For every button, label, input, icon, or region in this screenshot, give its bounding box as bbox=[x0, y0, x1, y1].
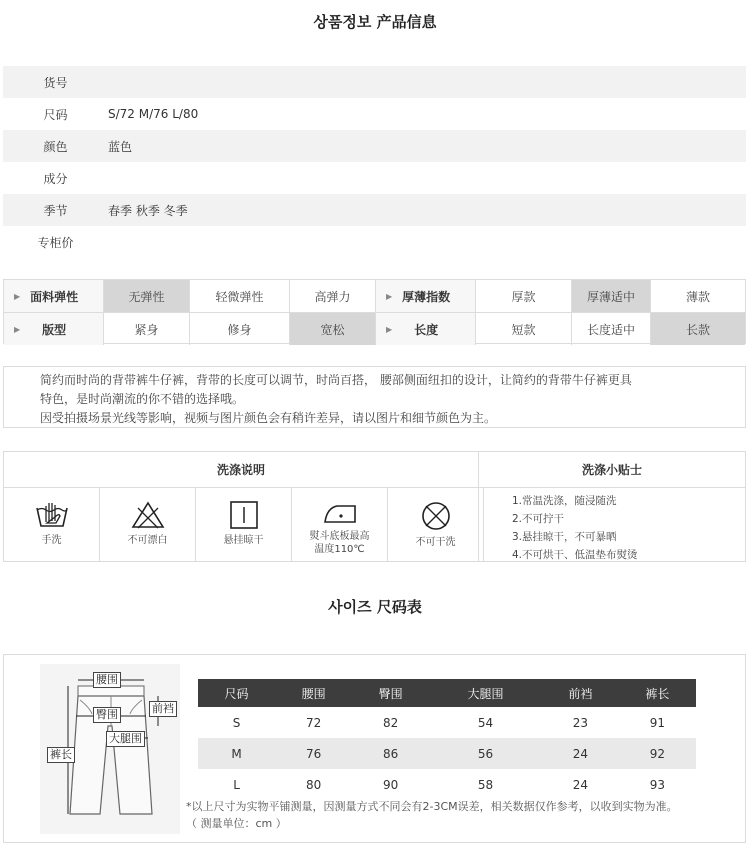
table-cell: 80 bbox=[305, 777, 322, 792]
attr-option bbox=[104, 280, 190, 312]
info-row-price bbox=[3, 226, 746, 258]
wash-instructions-title: 洗涤说明 bbox=[216, 463, 265, 477]
description-line: 简约而时尚的背带裤牛仔裤，背带的长度可以调节，时尚百搭， 腰部侧面纽扣的设计，让简约的背带牛仔裤更具 bbox=[40, 373, 632, 387]
wash-item-no-bleach bbox=[100, 488, 196, 561]
info-row-season bbox=[3, 194, 746, 226]
hand-wash-icon bbox=[34, 500, 70, 530]
table-cell: 86 bbox=[352, 738, 429, 769]
attr-option-label: 厚薄适中 bbox=[586, 289, 635, 304]
table-cell: 82 bbox=[383, 715, 399, 730]
attr-option bbox=[572, 313, 651, 345]
wash-label: 手洗 bbox=[41, 535, 62, 546]
attr-option-label: 紧身 bbox=[134, 322, 159, 337]
table-cell: M bbox=[198, 738, 275, 769]
table-row bbox=[198, 738, 696, 769]
info-row-item-no bbox=[3, 66, 746, 98]
triangle-right-icon: ▶ bbox=[14, 324, 21, 334]
table-cell: 24 bbox=[572, 777, 588, 792]
hang-dry-icon bbox=[229, 500, 259, 530]
info-label: 尺码 bbox=[43, 107, 68, 122]
attr-head-elasticity bbox=[4, 280, 104, 312]
diagram-label-rise: 前裆 bbox=[149, 701, 177, 717]
table-cell: 54 bbox=[477, 715, 494, 730]
attr-option-label: 薄款 bbox=[685, 289, 710, 304]
table-cell: 56 bbox=[429, 738, 542, 769]
note-line: （ 测量单位：cm ） bbox=[186, 817, 287, 830]
table-row bbox=[198, 707, 696, 738]
attr-option bbox=[290, 313, 376, 345]
wash-item-hand-wash bbox=[4, 488, 100, 561]
table-cell: S bbox=[232, 715, 241, 730]
wash-item-hang-dry bbox=[196, 488, 292, 561]
wash-tip: 4.不可烘干、低温垫布熨烫 bbox=[512, 549, 638, 561]
wash-tip: 2.不可拧干 bbox=[512, 513, 565, 525]
attr-option bbox=[190, 280, 290, 312]
attr-head-fit bbox=[4, 313, 104, 345]
diagram-label-hip: 臀围 bbox=[93, 707, 121, 723]
wash-tips bbox=[512, 492, 638, 564]
note-line: *以上尺寸为实物平铺测量，因测量方式不同会有2-3CM误差，相关数据仅作参考，以收到实物为准。 bbox=[186, 800, 678, 813]
info-row-color bbox=[3, 130, 746, 162]
product-description bbox=[3, 366, 746, 428]
wash-tip: 3.悬挂晾干，不可暴晒 bbox=[512, 531, 617, 543]
table-cell: 90 bbox=[383, 777, 399, 792]
table-cell: 72 bbox=[305, 715, 322, 730]
wash-tips-title: 洗涤小贴士 bbox=[581, 463, 642, 477]
wash-label: 不可漂白 bbox=[127, 535, 168, 546]
attr-option bbox=[476, 313, 572, 345]
table-cell: 76 bbox=[275, 738, 352, 769]
size-chart-title: 사이즈 尺码表 bbox=[328, 598, 422, 616]
size-table bbox=[198, 679, 696, 800]
measurement-note bbox=[186, 798, 678, 832]
attr-head-thickness bbox=[376, 280, 476, 312]
triangle-right-icon: ▶ bbox=[14, 291, 21, 301]
no-bleach-icon bbox=[131, 500, 165, 530]
size-table-header-cell: 裤长 bbox=[619, 679, 696, 707]
wash-item-iron bbox=[292, 488, 388, 561]
attr-option-label: 宽松 bbox=[320, 322, 345, 337]
attr-option-label: 无弹性 bbox=[128, 289, 165, 304]
wash-label: 熨斗底板最高 bbox=[309, 531, 370, 542]
wash-label: 不可干洗 bbox=[415, 537, 456, 548]
attr-head-length bbox=[376, 313, 476, 345]
attribute-grid bbox=[3, 279, 746, 344]
info-label: 专柜价 bbox=[37, 235, 74, 250]
table-cell: L bbox=[233, 777, 240, 792]
attr-option bbox=[290, 280, 376, 312]
wash-label: 温度110℃ bbox=[314, 544, 365, 555]
diagram-label-length: 裤长 bbox=[47, 747, 75, 763]
info-label: 成分 bbox=[43, 171, 68, 186]
table-cell: 23 bbox=[572, 715, 588, 730]
info-row-material bbox=[3, 162, 746, 194]
table-cell: 93 bbox=[649, 777, 666, 792]
info-value: 春季 秋季 冬季 bbox=[108, 203, 188, 218]
attr-option bbox=[190, 313, 290, 345]
triangle-right-icon: ▶ bbox=[386, 324, 393, 334]
wash-label: 悬挂晾干 bbox=[223, 535, 264, 546]
attr-head-label: 长度 bbox=[414, 322, 439, 337]
attr-option bbox=[104, 313, 190, 345]
product-info-table bbox=[3, 66, 746, 258]
attr-option-label: 厚款 bbox=[511, 289, 536, 304]
table-cell: 92 bbox=[619, 738, 696, 769]
attr-option-label: 高弹力 bbox=[314, 289, 351, 304]
info-value: S/72 M/76 L/80 bbox=[108, 107, 199, 121]
triangle-right-icon: ▶ bbox=[386, 291, 393, 301]
attr-option bbox=[651, 280, 745, 312]
info-label: 颜色 bbox=[43, 139, 68, 154]
attr-option-label: 修身 bbox=[227, 322, 252, 337]
size-table-header-cell: 前裆 bbox=[542, 679, 619, 707]
attr-head-label: 厚薄指数 bbox=[402, 289, 451, 304]
attr-option bbox=[572, 280, 651, 312]
description-line: 因受拍摄场景光线等影响，视频与图片颜色会有稍许差异，请以图片和细节颜色为主。 bbox=[40, 411, 497, 425]
diagram-label-thigh: 大腿围 bbox=[106, 731, 145, 747]
info-value: 蓝色 bbox=[108, 139, 133, 154]
table-row bbox=[198, 769, 696, 800]
size-table-header-cell: 大腿围 bbox=[429, 679, 542, 707]
attr-option-label: 长款 bbox=[685, 322, 710, 337]
size-table-header bbox=[198, 679, 696, 707]
wash-item-no-dry-clean bbox=[388, 488, 484, 561]
table-cell: 24 bbox=[542, 738, 619, 769]
table-cell: 91 bbox=[649, 715, 666, 730]
info-label: 季节 bbox=[43, 203, 68, 218]
attr-option-label: 轻微弹性 bbox=[215, 289, 264, 304]
no-dry-clean-icon bbox=[420, 500, 452, 532]
table-cell: 58 bbox=[477, 777, 494, 792]
product-info-title: 상품정보 产品信息 bbox=[313, 13, 437, 31]
attr-head-label: 版型 bbox=[42, 322, 67, 337]
iron-icon bbox=[321, 500, 359, 526]
size-table-header-cell: 臀围 bbox=[352, 679, 429, 707]
attr-option-label: 短款 bbox=[511, 322, 536, 337]
attr-option bbox=[476, 280, 572, 312]
description-line: 特色，是时尚潮流的你不错的选择哦。 bbox=[40, 392, 245, 406]
size-table-header-cell: 腰围 bbox=[275, 679, 352, 707]
attr-option-label: 长度适中 bbox=[586, 322, 635, 337]
wash-tip: 1.常温洗涤，随浸随洗 bbox=[512, 495, 617, 507]
info-label: 货号 bbox=[43, 75, 68, 90]
info-row-size bbox=[3, 98, 746, 130]
diagram-label-waist: 腰围 bbox=[93, 672, 121, 688]
attribute-row-fabric bbox=[4, 280, 745, 312]
attribute-row-fit bbox=[4, 312, 745, 345]
wash-section bbox=[3, 451, 746, 562]
attr-option bbox=[651, 313, 745, 345]
size-table-header-cell: 尺码 bbox=[198, 679, 275, 707]
attr-head-label: 面料弹性 bbox=[30, 289, 79, 304]
